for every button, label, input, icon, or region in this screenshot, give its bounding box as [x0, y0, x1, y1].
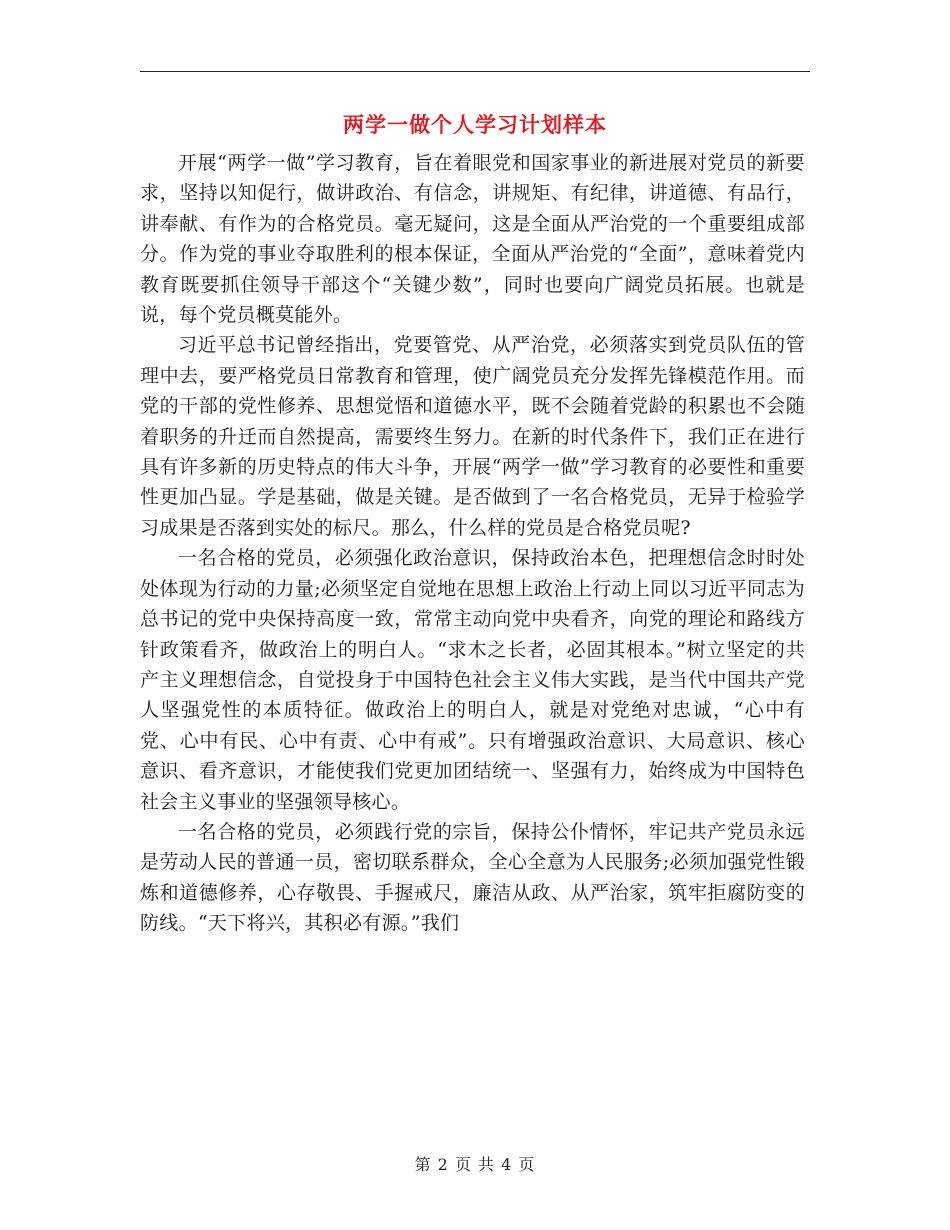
paragraph-3: 一名合格的党员，必须强化政治意识，保持政治本色，把理想信念时时处处体现为行动的力量;必须坚定自觉地在思想上政治上行动上同以习近平同志为总书记的党中央保持高度一致，常常主动向党中央看齐，向党的理论和路线方针政策看齐，做政治上的明白人。“求木之长者，必固其根本。”树立坚定的共产主义理想信念，自觉投身于中国特色社会主义伟大实践，是当代中国共产党人坚强党性的本质特征。做政治上的明白人，就是对党绝对忠诚，“心中有党、心中有民、心中有责、心中有戒”。只有增强政治意识、大局意识、核心意识、看齐意识，才能使我们党更加团结统一、坚强有力，始终成为中国特色社会主义事业的坚强领导核心。: [140, 547, 805, 813]
page-number: 第 2 页 共 4 页: [414, 1155, 536, 1174]
document-body: [140, 148, 805, 939]
document-title: 两学一做个人学习计划样本: [343, 112, 607, 137]
header-rule: [140, 71, 810, 72]
page-footer: [0, 1153, 950, 1177]
paragraph-2: 习近平总书记曾经指出，党要管党、从严治党，必须落实到党员队伍的管理中去，要严格党员日常教育和管理，使广阔党员充分发挥先锋模范作用。而党的干部的党性修养、思想觉悟和道德水平，既不会随着党龄的积累也不会随着职务的升迁而自然提高，需要终生努力。在新的时代条件下，我们正在进行具有许多新的历史特点的伟大斗争，开展“两学一做”学习教育的必要性和重要性更加凸显。学是基础，做是关键。是否做到了一名合格党员，无异于检验学习成果是否落到实处的标尺。那么，什么样的党员是合格党员呢?: [140, 334, 805, 539]
paragraph-1: 开展“两学一做”学习教育，旨在着眼党和国家事业的新进展对党员的新要求，坚持以知促行，做讲政治、有信念，讲规矩、有纪律，讲道德、有品行，讲奉献、有作为的合格党员。毫无疑问，这是全面从严治党的一个重要组成部分。作为党的事业夺取胜利的根本保证，全面从严治党的“全面”，意味着党内教育既要抓住领导干部这个“关键少数”，同时也要向广阔党员拓展。也就是说，每个党员概莫能外。: [140, 152, 805, 327]
paragraph-4: 一名合格的党员，必须践行党的宗旨，保持公仆情怀，牢记共产党员永远是劳动人民的普通一员，密切联系群众，全心全意为人民服务;必须加强党性锻炼和道德修养，心存敬畏、手握戒尺，廉洁从政、从严治家，筑牢拒腐防变的防线。“天下将兴，其积必有源。”我们: [140, 820, 805, 935]
